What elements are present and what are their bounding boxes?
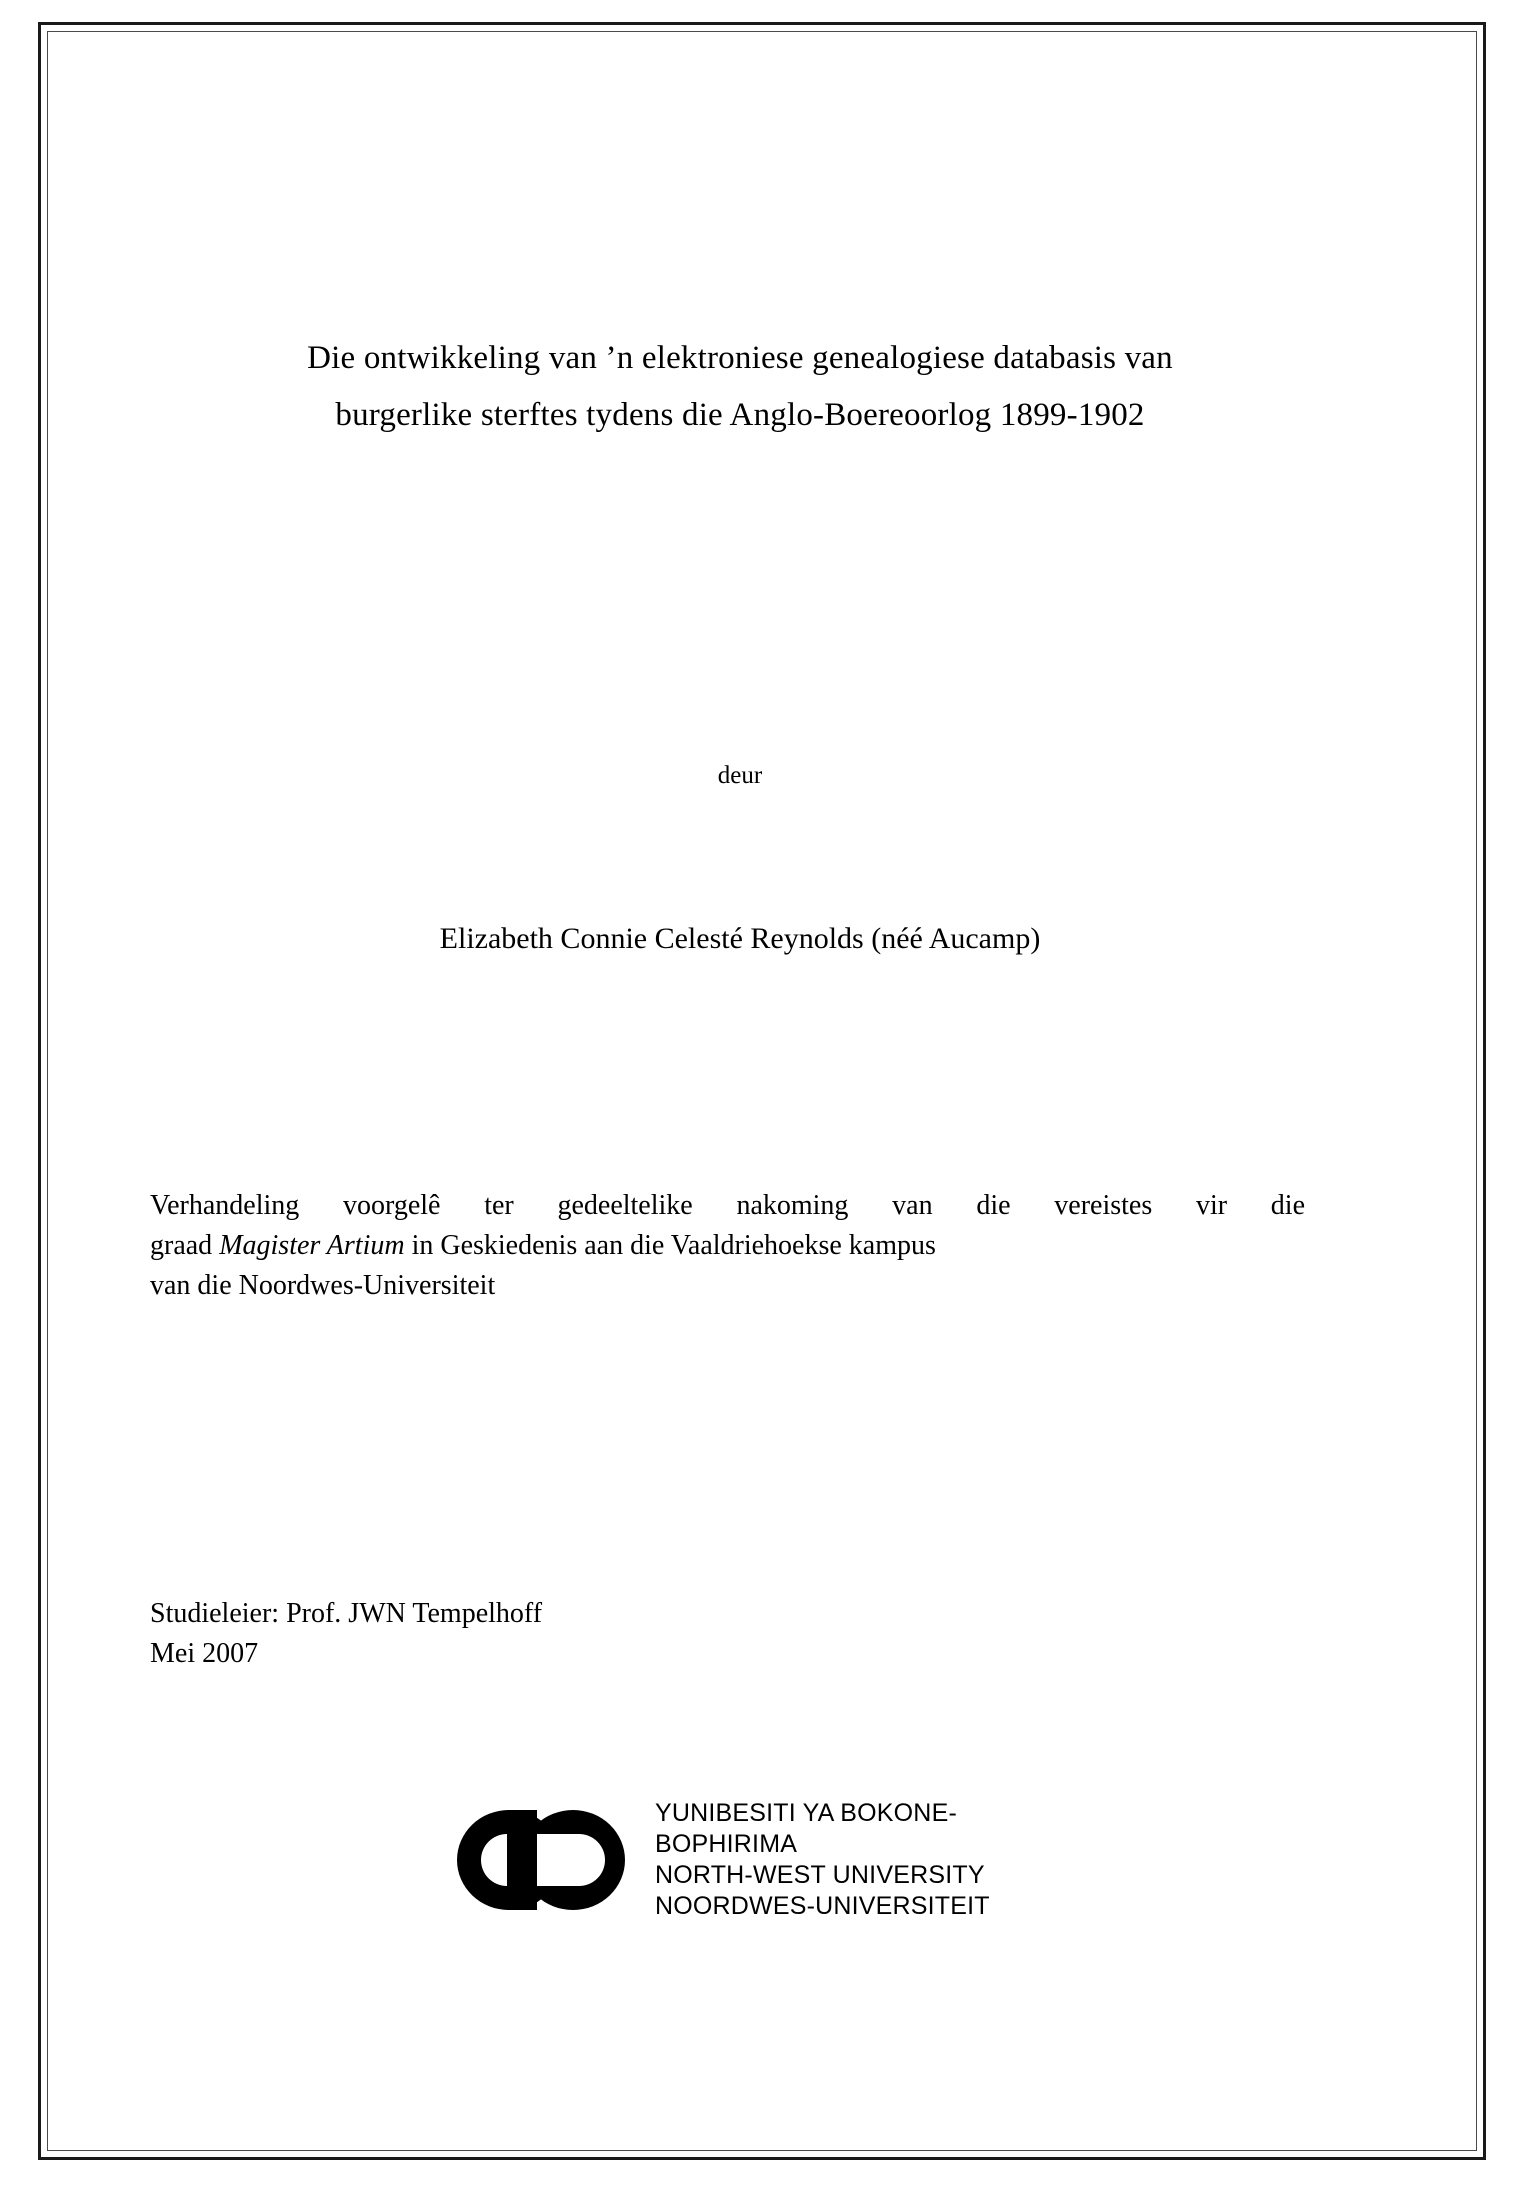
degree-name: Magister Artium (219, 1229, 405, 1261)
degree-statement-line-3: van die Noordwes-Universiteit (150, 1270, 496, 1302)
degree-statement-line-2-prefix: graad (150, 1229, 220, 1261)
degree-statement (150, 1186, 1305, 1307)
university-logo (455, 1800, 1075, 1920)
university-name-afrikaans: NOORDWES-UNIVERSITEIT (655, 1892, 990, 1920)
nwu-logo-icon (455, 1806, 645, 1914)
document-title-line-2: burgerlike sterftes tydens die Anglo-Boereoorlog 1899-1902 (335, 396, 1145, 433)
logo-d-bar (507, 1810, 537, 1910)
university-name-english: NORTH-WEST UNIVERSITY (655, 1861, 985, 1889)
degree-statement-line-2-suffix: in Geskiedenis aan die Vaaldriehoekse kampus (404, 1229, 936, 1261)
author-name: Elizabeth Connie Celesté Reynolds (néé Aucamp) (439, 921, 1041, 955)
degree-statement-line-2 (150, 1226, 1305, 1266)
supervisor-block (150, 1594, 1330, 1674)
by-label: deur (717, 761, 763, 789)
supervisor-name: Studieleier: Prof. JWN Tempelhoff (150, 1598, 543, 1630)
title-page-content (150, 330, 1330, 1674)
submission-date: Mei 2007 (150, 1638, 259, 1670)
document-title-line-1: Die ontwikkeling van ’n elektroniese genealogiese databasis van (307, 340, 1173, 376)
university-name-tswana: YUNIBESITI YA BOKONE-BOPHIRIMA (655, 1799, 957, 1858)
university-names (655, 1798, 1075, 1922)
document-title (150, 330, 1330, 444)
degree-statement-line-1: Verhandeling voorgelê ter gedeeltelike nakoming van die vereistes vir die (150, 1189, 1305, 1221)
